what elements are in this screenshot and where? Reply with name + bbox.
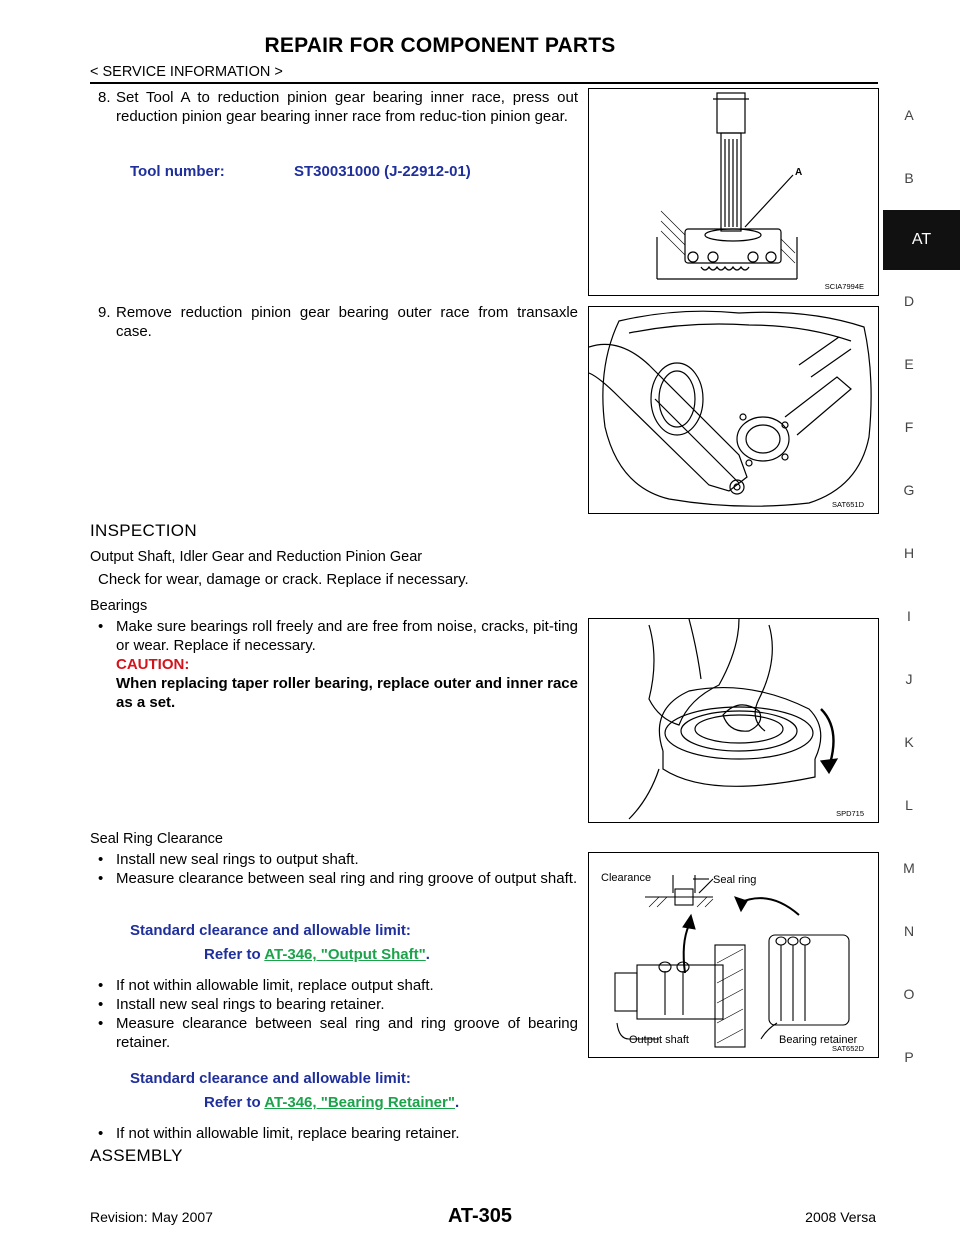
- bullet: •: [98, 618, 104, 635]
- refer-line-2: [204, 1093, 459, 1112]
- link-output-shaft[interactable]: AT-346, "Output Shaft": [264, 946, 426, 963]
- refer-prefix: Refer to: [204, 946, 265, 963]
- label-output-shaft: Output shaft: [629, 1034, 689, 1046]
- seal-bullet-3: [98, 976, 578, 995]
- step-9-number: 9.: [98, 304, 111, 321]
- refer-suffix: .: [454, 1094, 460, 1111]
- tool-number-label: Tool number:: [130, 163, 225, 180]
- bearings-bullet-text: Make sure bearings roll freely and are free from noise, cracks, pit-ting or wear. Replace if necessary.: [116, 618, 578, 654]
- seal-bullet-1: [98, 850, 578, 869]
- label-bearing-retainer: Bearing retainer: [779, 1034, 858, 1046]
- bullet: •: [98, 1125, 104, 1142]
- seal-bullet-1-text: Install new seal rings to output shaft.: [116, 851, 359, 868]
- seal-bullet-5: [98, 1014, 578, 1052]
- seal-ring-clearance-illustration: [589, 853, 878, 1057]
- bearings-title: Bearings: [90, 598, 148, 614]
- seal-ring-title: Seal Ring Clearance: [90, 831, 223, 847]
- label-seal-ring: Seal ring: [713, 874, 757, 886]
- standard-clearance-label-1: Standard clearance and allowable limit:: [130, 922, 411, 939]
- tab-l[interactable]: L: [905, 797, 913, 813]
- step-9: [98, 303, 578, 341]
- seal-bullet-4: [98, 995, 578, 1014]
- tab-o[interactable]: O: [903, 986, 915, 1002]
- bearing-roll-illustration: [589, 619, 878, 822]
- tab-d[interactable]: D: [903, 293, 915, 309]
- link-bearing-retainer[interactable]: AT-346, "Bearing Retainer": [264, 1094, 455, 1111]
- figure-transaxle-case: [588, 306, 879, 514]
- tab-k[interactable]: K: [904, 734, 914, 750]
- tab-m[interactable]: M: [903, 860, 915, 876]
- seal-bullet-5-text: Measure clearance between seal ring and ring groove of bearing retainer.: [116, 1015, 578, 1051]
- seal-bullet-2-text: Measure clearance between seal ring and ring groove of output shaft.: [116, 870, 578, 887]
- figure-code: SAT652D: [832, 1044, 864, 1053]
- figure-code: SPD715: [836, 809, 864, 818]
- step-9-text: Remove reduction pinion gear bearing outer race from transaxle case.: [116, 304, 578, 340]
- label-tool-a: A: [795, 167, 803, 178]
- refer-prefix: Refer to: [204, 1094, 265, 1111]
- tab-a[interactable]: A: [904, 107, 914, 123]
- bullet: •: [98, 996, 104, 1013]
- footer-revision: Revision: May 2007: [90, 1209, 213, 1225]
- section-subtitle: < SERVICE INFORMATION >: [90, 64, 283, 80]
- bullet: •: [98, 1015, 104, 1032]
- bullet: •: [98, 977, 104, 994]
- seal-bullet-6: [98, 1124, 578, 1143]
- seal-bullet-4-text: Install new seal rings to bearing retainer.: [116, 996, 385, 1013]
- tab-p[interactable]: P: [904, 1049, 914, 1065]
- bullet: •: [98, 851, 104, 868]
- header-rule: [90, 82, 878, 84]
- tab-h[interactable]: H: [903, 545, 915, 561]
- tab-at-active[interactable]: AT: [883, 210, 960, 270]
- tab-n[interactable]: N: [903, 923, 915, 939]
- figure-bearing-roll: [588, 618, 879, 823]
- seal-bullet-6-text: If not within allowable limit, replace bearing retainer.: [116, 1125, 460, 1142]
- figure-tool-press: [588, 88, 879, 296]
- caution-label: CAUTION:: [116, 656, 190, 673]
- output-shaft-text: Check for wear, damage or crack. Replace if necessary.: [98, 571, 469, 588]
- assembly-heading: ASSEMBLY: [90, 1146, 183, 1165]
- page-title: REPAIR FOR COMPONENT PARTS: [264, 34, 616, 57]
- label-clearance: Clearance: [601, 872, 652, 884]
- figure-seal-ring-clearance: [588, 852, 879, 1058]
- tab-j[interactable]: J: [905, 671, 913, 687]
- refer-line-1: [204, 945, 430, 964]
- page-number: AT-305: [447, 1205, 513, 1227]
- tab-b[interactable]: B: [904, 170, 914, 186]
- inspection-heading: INSPECTION: [90, 521, 197, 540]
- tab-g[interactable]: G: [903, 482, 915, 498]
- output-shaft-title: Output Shaft, Idler Gear and Reduction Pinion Gear: [90, 549, 423, 565]
- step-8-number: 8.: [98, 89, 111, 106]
- caution-text: When replacing taper roller bearing, replace outer and inner race as a set.: [116, 675, 578, 711]
- bullet: •: [98, 870, 104, 887]
- bearings-bullet: [98, 617, 578, 655]
- seal-bullet-3-text: If not within allowable limit, replace output shaft.: [116, 977, 434, 994]
- tool-number-value: ST30031000 (J-22912-01): [294, 163, 471, 180]
- tool-press-illustration: [589, 89, 878, 295]
- step-8-text: Set Tool A to reduction pinion gear bearing inner race, press out reduction pinion gear bearing inner race from reduc-tion pinion gear.: [116, 89, 578, 125]
- figure-code: SAT651D: [832, 500, 864, 509]
- tab-e[interactable]: E: [904, 356, 914, 372]
- step-8: [98, 88, 578, 126]
- tab-f[interactable]: F: [904, 419, 914, 435]
- figure-code: SCIA7994E: [824, 282, 864, 291]
- refer-suffix: .: [425, 946, 430, 963]
- standard-clearance-label-2: Standard clearance and allowable limit:: [130, 1070, 411, 1087]
- seal-bullet-2: [98, 869, 578, 888]
- footer-model: 2008 Versa: [805, 1209, 876, 1225]
- transaxle-case-illustration: [589, 307, 878, 513]
- tab-i[interactable]: I: [907, 608, 911, 624]
